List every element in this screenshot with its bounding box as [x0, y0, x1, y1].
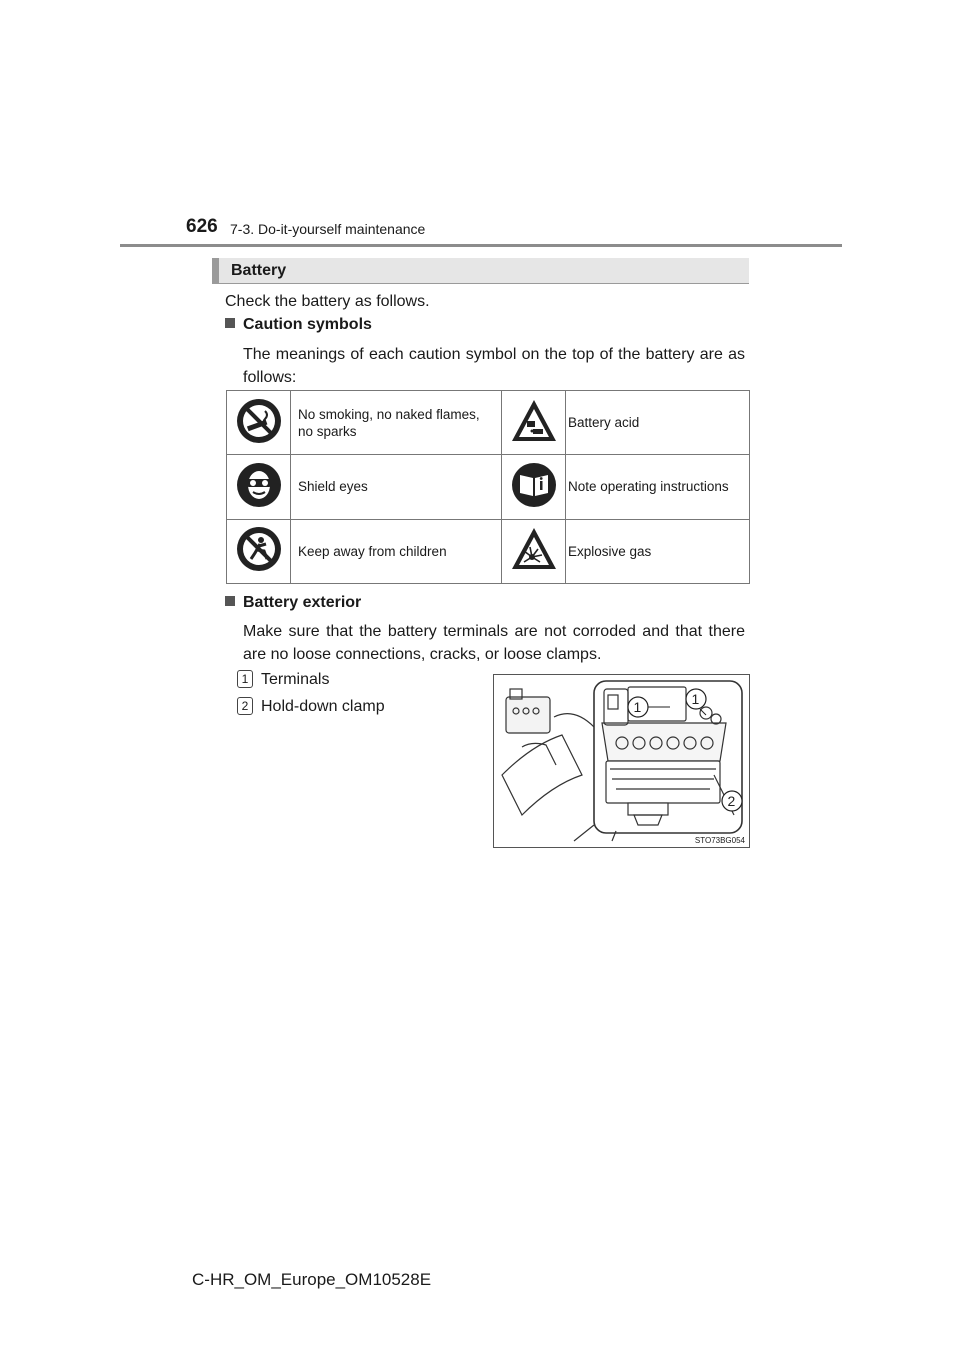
table-cell-text: Battery acid — [566, 391, 750, 455]
footer-doc-id: C-HR_OM_Europe_OM10528E — [192, 1270, 432, 1289]
exterior-heading-label: Battery exterior — [243, 594, 362, 611]
header-divider — [120, 244, 842, 247]
table-cell-text: No smoking, no naked flames, no sparks — [291, 391, 502, 455]
caution-symbols-table — [226, 390, 750, 584]
explosive-gas-icon — [510, 525, 558, 573]
shield-eyes-icon — [235, 461, 283, 509]
section-title: 7-3. Do-it-yourself maintenance — [230, 221, 426, 237]
callout-number: 2 — [237, 697, 253, 715]
table-cell-icon — [502, 391, 566, 455]
page-number: 626 — [186, 216, 218, 237]
table-cell-icon — [227, 391, 291, 455]
table-cell-text: Note operating instructions — [566, 455, 750, 519]
intro-text: Check the battery as follows. — [225, 293, 430, 310]
keep-away-children-icon — [235, 525, 283, 573]
callout-label: 1 — [691, 691, 700, 707]
exterior-description: Make sure that the battery terminals are not corroded and that there are no loose connections, cracks, or loose clamps. — [243, 623, 745, 663]
caution-description: The meanings of each caution symbol on the top of the battery are as follows: — [243, 346, 745, 386]
table-cell-icon — [227, 519, 291, 583]
battery-illustration — [493, 674, 750, 848]
legend-item — [237, 670, 329, 689]
bullet-square-icon — [225, 318, 235, 328]
callout-label: 2 — [727, 793, 736, 809]
table-row — [227, 519, 750, 583]
table-cell-icon — [227, 455, 291, 519]
no-smoking-icon — [235, 397, 283, 445]
callout-number: 1 — [237, 670, 253, 688]
table-cell-text: Keep away from children — [291, 519, 502, 583]
legend-label: Hold-down clamp — [261, 698, 385, 715]
table-cell-icon — [502, 519, 566, 583]
table-cell-icon — [502, 455, 566, 519]
battery-drawing — [494, 675, 749, 847]
battery-exterior-heading — [225, 594, 361, 612]
battery-acid-icon — [510, 397, 558, 445]
caution-heading-label: Caution symbols — [243, 316, 372, 333]
table-row — [227, 391, 750, 455]
section-heading-bar — [212, 258, 749, 284]
operating-instructions-icon — [510, 461, 558, 509]
legend-label: Terminals — [261, 671, 330, 688]
table-cell-text: Shield eyes — [291, 455, 502, 519]
legend-item — [237, 697, 385, 716]
table-cell-text: Explosive gas — [566, 519, 750, 583]
table-row — [227, 455, 750, 519]
bullet-square-icon — [225, 596, 235, 606]
callout-label: 1 — [633, 699, 642, 715]
page-title: Battery — [231, 262, 287, 279]
figure-code: STO73BG054 — [694, 836, 745, 845]
caution-symbols-heading — [225, 316, 372, 334]
